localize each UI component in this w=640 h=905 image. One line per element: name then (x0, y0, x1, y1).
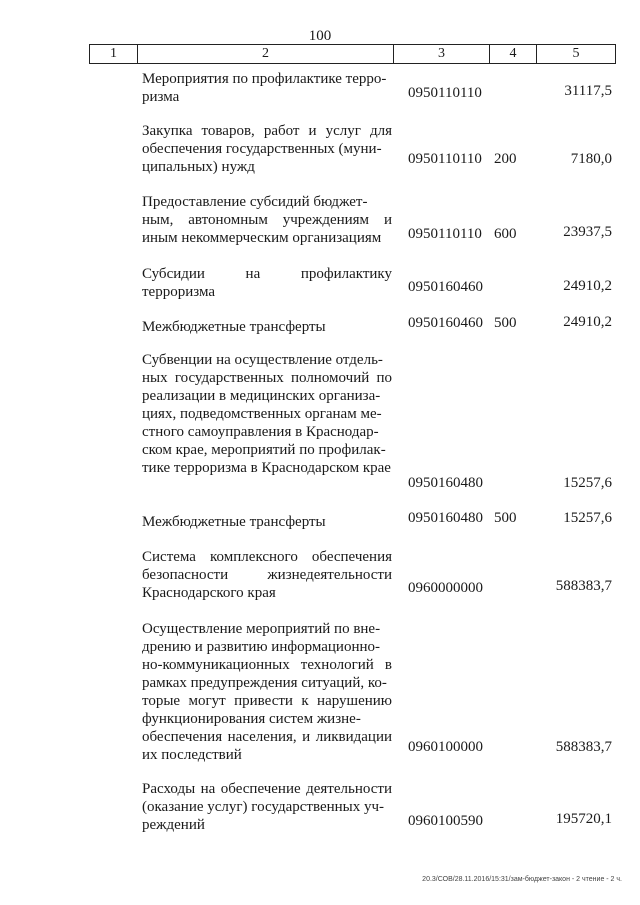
row-name: Система комплексного обеспечения безопасности жизнедеятельности Краснодарского края (142, 549, 392, 601)
row-amount: 588383,7 (555, 739, 612, 755)
row-amount: 24910,2 (563, 278, 612, 294)
row-amount: 195720,1 (555, 811, 612, 827)
row-type: 200 (494, 151, 517, 167)
row-code: 0950110110 (408, 226, 482, 242)
page-number: 100 (308, 28, 332, 44)
row-amount: 588383,7 (555, 578, 612, 594)
row-code: 0950110110 (408, 85, 482, 101)
row-code: 0960000000 (408, 580, 483, 596)
row-name: Предоставление субсидий бюджет- ным, автономным учреждениям и иным некоммерческим организациям (142, 194, 392, 246)
header-col-3: 3 (394, 45, 490, 63)
row-name: Закупка товаров, работ и услуг для обеспечения государственных (муни- ципальных) нужд (142, 123, 392, 175)
row-code: 0960100590 (408, 813, 483, 829)
row-amount: 23937,5 (563, 224, 612, 240)
row-name: Межбюджетные трансферты (142, 514, 326, 530)
header-col-4: 4 (490, 45, 537, 63)
row-amount: 7180,0 (570, 151, 612, 167)
row-amount: 15257,6 (563, 475, 612, 491)
row-amount: 15257,6 (563, 510, 612, 526)
row-name: Расходы на обеспечение деятельности (оказание услуг) государственных уч- реждений (142, 781, 392, 833)
table-header (89, 44, 616, 64)
row-type: 500 (494, 315, 517, 331)
row-name: Осуществление мероприятий по вне- дрению и развитию информационно- но-коммуникационных технологий в рамках предупреждения ситуаций, ко- торые могут привести к нарушению функционирования систем жизне- обеспечения населения, и ликвидации их последствий (142, 621, 392, 763)
header-col-1: 1 (90, 45, 138, 63)
row-code: 0950160460 (408, 279, 483, 295)
row-code: 0950160480 (408, 475, 483, 491)
row-name: Субвенции на осуществление отдель- ных государственных полномочий по реализации в медицинских организа- циях, подведомственных органам ме- стного самоуправления в Краснодар- ском крае, мероприятий по профилак- тике терроризма в Краснодарском крае (142, 352, 392, 476)
row-amount: 31117,5 (564, 83, 612, 99)
row-name: Мероприятия по профилактике терро- ризма (142, 71, 387, 105)
row-code: 0950160480 (408, 510, 483, 526)
header-col-5: 5 (572, 46, 580, 61)
row-code: 0950110110 (408, 151, 482, 167)
document-footer: 20.3/СОВ/28.11.2016/15:31/зам-бюджет-закон - 2 чтение - 2 ч. (422, 876, 622, 883)
row-code: 0950160460 (408, 315, 483, 331)
header-col-2: 2 (138, 45, 394, 63)
row-amount: 24910,2 (563, 314, 612, 330)
row-type: 600 (494, 226, 517, 242)
row-name: Субсидии на профилактику терроризма (142, 266, 392, 300)
row-code: 0960100000 (408, 739, 483, 755)
row-name: Межбюджетные трансферты (142, 319, 326, 335)
row-type: 500 (494, 510, 517, 526)
